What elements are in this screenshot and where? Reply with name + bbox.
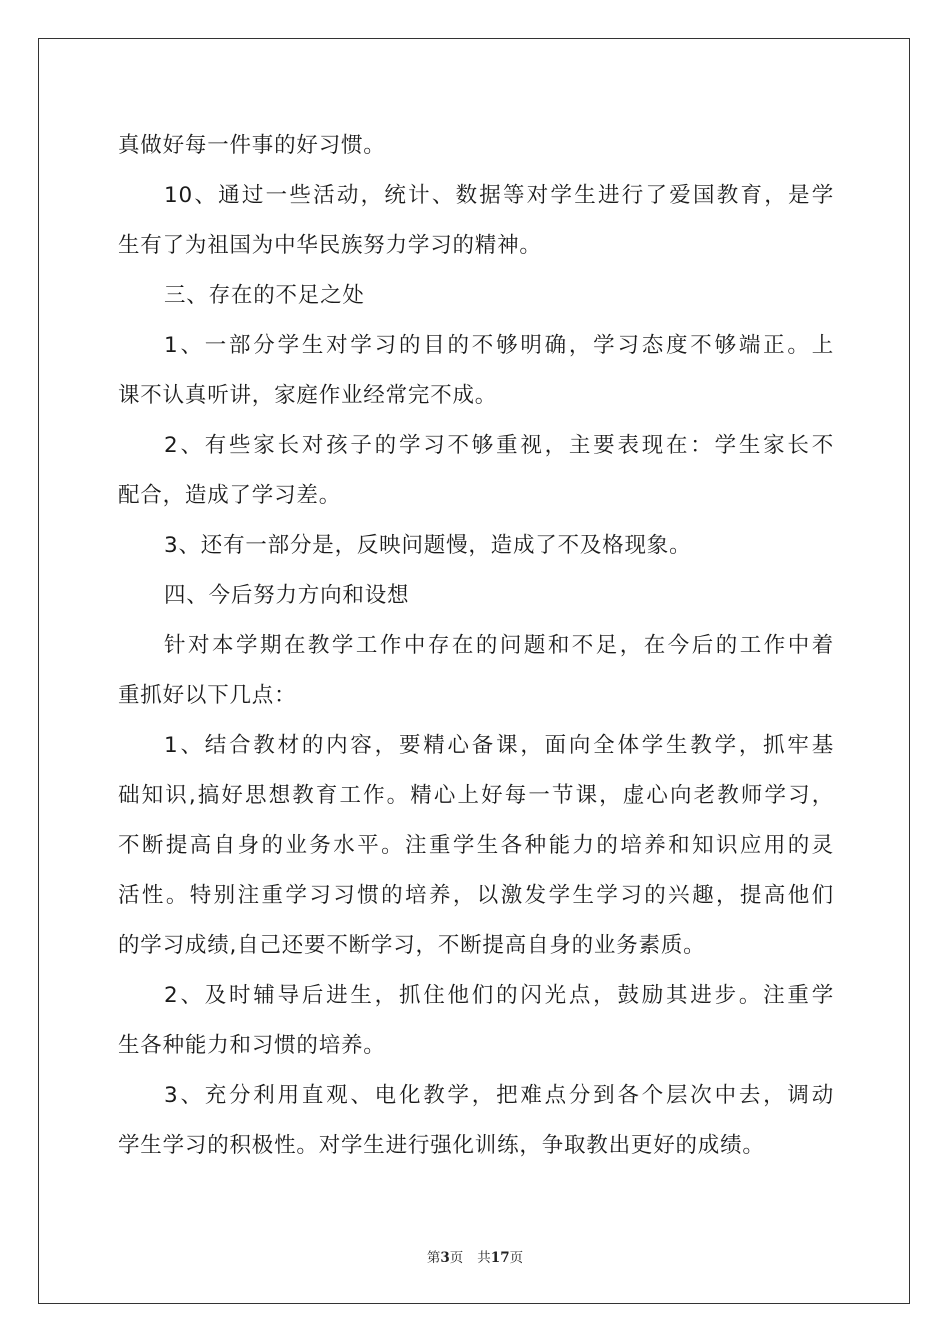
paragraph-line: 针对本学期在教学工作中存在的问题和不足，在今后的工作中着 [164, 633, 834, 658]
paragraph-line: 2、有些家长对孩子的学习不够重视，主要表现在：学生家长不 [164, 433, 834, 458]
text-line: 配合，造成了学习差。 [118, 483, 342, 508]
total-page-number: 17 [490, 1250, 510, 1266]
page-suffix: 页 [449, 1250, 464, 1266]
text-line: 活性。特别注重学习习惯的培养，以激发学生学习的兴趣，提高他们 [118, 883, 834, 908]
text-line: 课不认真听讲，家庭作业经常完不成。 [118, 383, 498, 408]
text-line: 生有了为祖国为中华民族努力学习的精神。 [118, 233, 542, 258]
total-suffix: 页 [509, 1250, 524, 1266]
text-line: 础知识,搞好思想教育工作。精心上好每一节课，虚心向老教师学习， [118, 783, 834, 808]
total-prefix: 共 [477, 1250, 491, 1266]
text-line: 生各种能力和习惯的培养。 [118, 1033, 386, 1058]
text-line: 重抓好以下几点： [118, 683, 297, 708]
text-line: 真做好每一件事的好习惯。 [118, 133, 386, 158]
paragraph-line: 3、充分利用直观、电化教学，把难点分到各个层次中去，调动 [164, 1083, 834, 1108]
section-heading: 三、存在的不足之处 [164, 283, 365, 308]
page-prefix: 第 [426, 1250, 441, 1266]
paragraph-line: 10、通过一些活动，统计、数据等对学生进行了爱国教育，是学 [164, 183, 834, 208]
section-heading: 四、今后努力方向和设想 [164, 583, 410, 608]
paragraph-line: 3、还有一部分是，反映问题慢，造成了不及格现象。 [164, 533, 692, 558]
document-body [118, 121, 834, 1171]
text-line: 学生学习的积极性。对学生进行强化训练，争取教出更好的成绩。 [118, 1133, 765, 1158]
text-line: 不断提高自身的业务水平。注重学生各种能力的培养和知识应用的灵 [118, 833, 834, 858]
text-line: 的学习成绩,自己还要不断学习，不断提高自身的业务素质。 [118, 933, 706, 958]
paragraph-line: 2、及时辅导后进生，抓住他们的闪光点，鼓励其进步。注重学 [164, 983, 834, 1008]
current-page-number: 3 [440, 1250, 450, 1266]
paragraph-line: 1、一部分学生对学习的目的不够明确，学习态度不够端正。上 [164, 333, 834, 358]
page-footer [0, 1246, 950, 1266]
paragraph-line: 1、结合教材的内容，要精心备课，面向全体学生教学，抓牢基 [164, 733, 834, 758]
